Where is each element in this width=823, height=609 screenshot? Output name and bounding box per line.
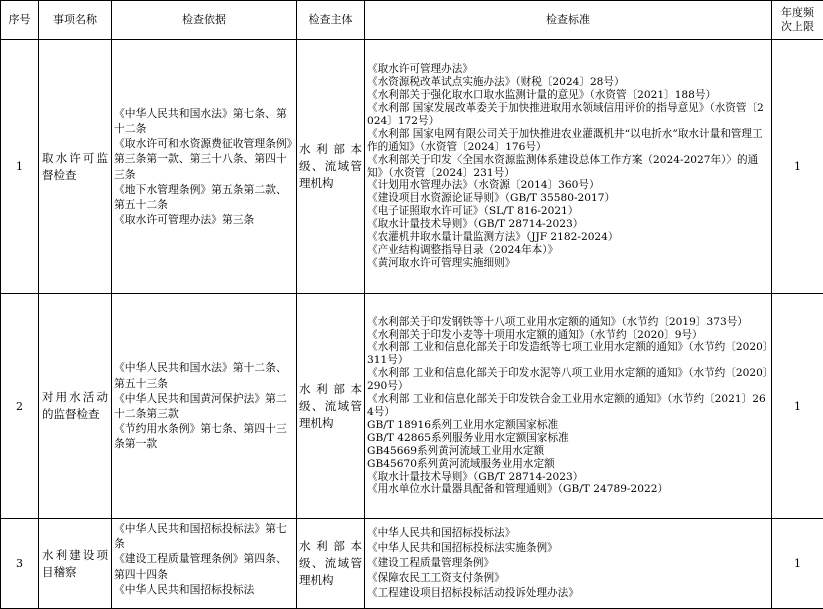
subject-cell: 水利部本级、流域管理机构	[297, 519, 365, 609]
header-no: 序号	[1, 1, 39, 40]
row-number: 3	[1, 519, 39, 609]
basis-line: 《中华人民共和国招标投标法	[114, 582, 294, 597]
standard-line: 《水利部 国家发展改革委关于加快推进取用水领域信用评价的指导意见》（水资管〔2024〕172号）	[367, 102, 769, 128]
basis-line: 《节约用水条例》第七条、第四十三条第一款	[114, 421, 294, 451]
basis-cell	[112, 519, 297, 609]
standard-line: 《保障农民工工资支付条例》	[367, 571, 769, 586]
standard-line: 《电子证照取水许可证》（SL/T 816-2021）	[367, 205, 769, 218]
standard-line: 《水利部关于印发〈全国水资源监测体系建设总体工作方案（2024-2027年）〉的通知》（水资管〔2024〕231号）	[367, 154, 769, 180]
basis-cell	[112, 40, 297, 294]
standard-line: 《水利部关于印发小麦等十项用水定额的通知》（水节约〔2020〕9号）	[367, 329, 769, 342]
standard-line: 《水利部关于强化取水口取水监测计量的意见》（水资管〔2021〕188号）	[367, 89, 769, 102]
standard-line: 《取水计量技术导则》（GB/T 28714-2023）	[367, 218, 769, 231]
standard-line: 《水利部 国家电网有限公司关于加快推进农业灌溉机井“以电折水”取水计量和管理工作的通知》（水资管〔2024〕176号）	[367, 128, 769, 154]
standard-line: GB/T 18916系列工业用水定额国家标准	[367, 419, 769, 432]
standard-line: 《农灌机井取水量计量监测方法》（JJF 2182-2024）	[367, 231, 769, 244]
table-header-row	[1, 1, 823, 40]
header-subject: 检查主体	[297, 1, 365, 40]
standard-cell	[365, 40, 772, 294]
standard-line: 《产业结构调整指导目录（2024年本）》	[367, 244, 769, 257]
basis-line: 《取水许可管理办法》第三条	[114, 212, 294, 227]
frequency-cell: 1	[772, 40, 823, 294]
basis-line: 《中华人民共和国招标投标法》第七条	[114, 521, 294, 551]
header-frequency: 年度频次上限	[772, 1, 823, 40]
standard-line: 《工程建设项目招标投标活动投诉处理办法》	[367, 586, 769, 601]
standard-line: 《取水许可管理办法》	[367, 63, 769, 76]
standard-line: 《建设项目水资源论证导则》（GB/T 35580-2017）	[367, 192, 769, 205]
table-row	[1, 294, 823, 519]
subject-cell: 水利部本级、流域管理机构	[297, 40, 365, 294]
standard-line: GB45669系列黄河流域工业用水定额	[367, 445, 769, 458]
standard-line: 《中华人民共和国招标投标法实施条例》	[367, 541, 769, 556]
standard-line: 《黄河取水许可管理实施细则》	[367, 257, 769, 270]
header-basis: 检查依据	[112, 1, 297, 40]
basis-line: 《地下水管理条例》第五条第二款、第五十二条	[114, 182, 294, 212]
basis-line: 《中华人民共和国水法》第十二条、第五十三条	[114, 360, 294, 390]
basis-line: 《中华人民共和国黄河保护法》第二十二条第三款	[114, 391, 294, 421]
standard-line: 《水利部 工业和信息化部关于印发水泥等八项工业用水定额的通知》（水节约〔2020〕290号）	[367, 367, 769, 393]
standard-line: 《水利部关于印发钢铁等十八项工业用水定额的通知》（水节约〔2019〕373号）	[367, 316, 769, 329]
standard-line: 《水资源税改革试点实施办法》（财税〔2024〕28号）	[367, 76, 769, 89]
frequency-cell: 1	[772, 294, 823, 519]
row-number: 2	[1, 294, 39, 519]
basis-line: 《取水许可和水资源费征收管理条例》第三条第一款、第三十八条、第四十三条	[114, 136, 294, 182]
standard-line: 《计划用水管理办法》（水资源〔2014〕360号）	[367, 179, 769, 192]
standard-line: 《取水计量技术导则》（GB/T 28714-2023）	[367, 471, 769, 484]
standard-line: 《中华人民共和国招标投标法》	[367, 526, 769, 541]
table-row	[1, 519, 823, 609]
basis-line: 《中华人民共和国水法》第七条、第十二条	[114, 106, 294, 136]
standard-cell	[365, 519, 772, 609]
standard-line: 《水利部 工业和信息化部关于印发铁合金工业用水定额的通知》（水节约〔2021〕264号）	[367, 393, 769, 419]
standard-line: 《用水单位水计量器具配备和管理通则》（GB/T 24789-2022）	[367, 483, 769, 496]
row-number: 1	[1, 40, 39, 294]
header-standard: 检查标准	[365, 1, 772, 40]
basis-cell	[112, 294, 297, 519]
standard-line: 《水利部 工业和信息化部关于印发造纸等七项工业用水定额的通知》（水节约〔2020〕311号）	[367, 341, 769, 367]
standard-line: GB45670系列黄河流域服务业用水定额	[367, 458, 769, 471]
subject-cell: 水利部本级、流域管理机构	[297, 294, 365, 519]
header-item-name: 事项名称	[39, 1, 112, 40]
basis-line: 《建设工程质量管理条例》第四条、第四十四条	[114, 551, 294, 581]
item-name: 水利建设项目稽察	[39, 519, 112, 609]
standard-line: 《建设工程质量管理条例》	[367, 556, 769, 571]
item-name: 对用水活动的监督检查	[39, 294, 112, 519]
item-name: 取水许可监督检查	[39, 40, 112, 294]
frequency-cell: 1	[772, 519, 823, 609]
standard-cell	[365, 294, 772, 519]
standard-line: GB/T 42865系列服务业用水定额国家标准	[367, 432, 769, 445]
table-row	[1, 40, 823, 294]
